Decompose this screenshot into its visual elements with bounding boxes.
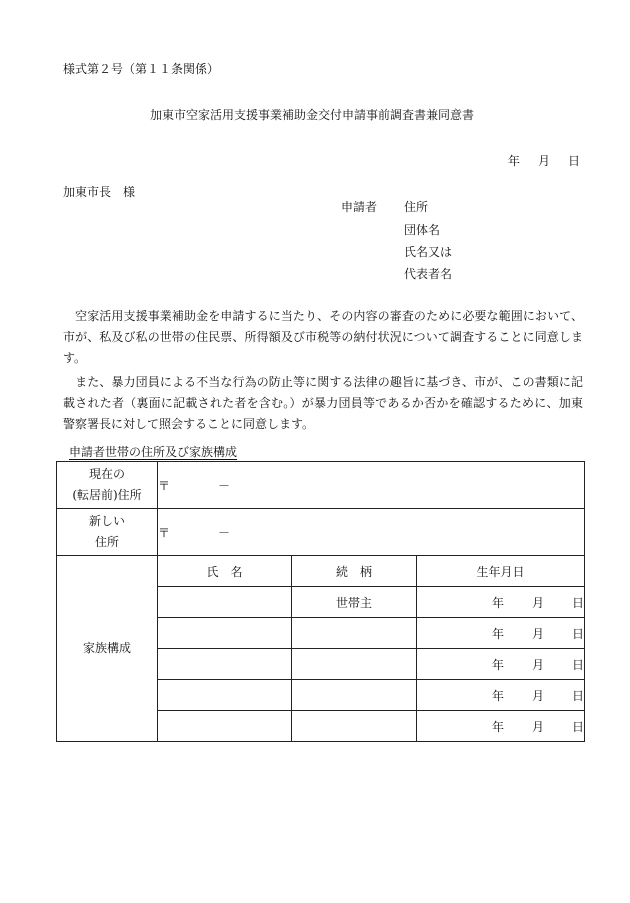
postal-dash: － — [218, 525, 231, 540]
family-dob-cell[interactable]: 年 月 日 — [417, 680, 585, 711]
form-number: 様式第２号（第１１条関係） — [63, 62, 220, 76]
applicant-field-representative: 代表者名 — [404, 267, 453, 281]
date-line — [508, 152, 580, 169]
family-dob-cell[interactable]: 年 月 日 — [417, 711, 585, 742]
postal-mark: 〒 — [158, 478, 171, 493]
applicant-field-name: 氏名又は — [404, 245, 453, 259]
new-address-field[interactable] — [158, 509, 585, 556]
current-address-field[interactable] — [158, 462, 585, 509]
table-caption: 申請者世帯の住所及び家族構成 — [69, 445, 238, 459]
addressee: 加東市長 様 — [63, 185, 136, 199]
family-name-cell[interactable] — [158, 680, 292, 711]
postal-mark: 〒 — [158, 525, 171, 540]
family-relation-cell[interactable] — [292, 680, 417, 711]
family-relation-cell[interactable] — [292, 711, 417, 742]
new-address-row — [57, 509, 585, 556]
family-dob-cell[interactable]: 年 月 日 — [417, 649, 585, 680]
family-name-cell[interactable] — [158, 587, 292, 618]
family-name-cell[interactable] — [158, 649, 292, 680]
family-relation-cell[interactable]: 世帯主 — [292, 587, 417, 618]
date-year: 年 — [508, 154, 521, 168]
family-dob-cell[interactable]: 年 月 日 — [417, 618, 585, 649]
applicant-field-organization: 団体名 — [404, 223, 441, 237]
family-label: 家族構成 — [57, 556, 158, 742]
column-header-relation: 続 柄 — [292, 556, 417, 587]
consent-paragraph-2: また、暴力団員による不当な行為の防止等に関する法律の趣旨に基づき、市が、この書類に記載された者（裏面に記載された者を含む。）が暴力団員等であるか否かを確認するために、加東警察署長に対して照会することに同意します。 — [63, 375, 583, 431]
current-address-row — [57, 462, 585, 509]
household-table — [56, 461, 585, 742]
family-relation-cell[interactable] — [292, 618, 417, 649]
family-name-cell[interactable] — [158, 618, 292, 649]
new-address-label: 新しい 住所 — [57, 509, 158, 556]
column-header-name: 氏 名 — [158, 556, 292, 587]
applicant-field-address: 住所 — [404, 200, 429, 214]
current-address-label: 現在の (転居前)住所 — [57, 462, 158, 509]
family-header-row — [57, 556, 585, 587]
date-day: 日 — [568, 154, 581, 168]
date-month: 月 — [538, 154, 551, 168]
family-name-cell[interactable] — [158, 711, 292, 742]
family-relation-cell[interactable] — [292, 649, 417, 680]
applicant-label: 申請者 — [341, 200, 378, 214]
column-header-dob: 生年月日 — [417, 556, 585, 587]
document-title: 加東市空家活用支援事業補助金交付申請事前調査書兼同意書 — [150, 108, 475, 122]
postal-dash: － — [218, 478, 231, 493]
consent-paragraph-1: 空家活用支援事業補助金を申請するに当たり、その内容の審査のために必要な範囲において、市が、私及び私の世帯の住民票、所得額及び市税等の納付状況について調査することに同意します。 — [63, 309, 583, 365]
family-dob-cell[interactable]: 年 月 日 — [417, 587, 585, 618]
